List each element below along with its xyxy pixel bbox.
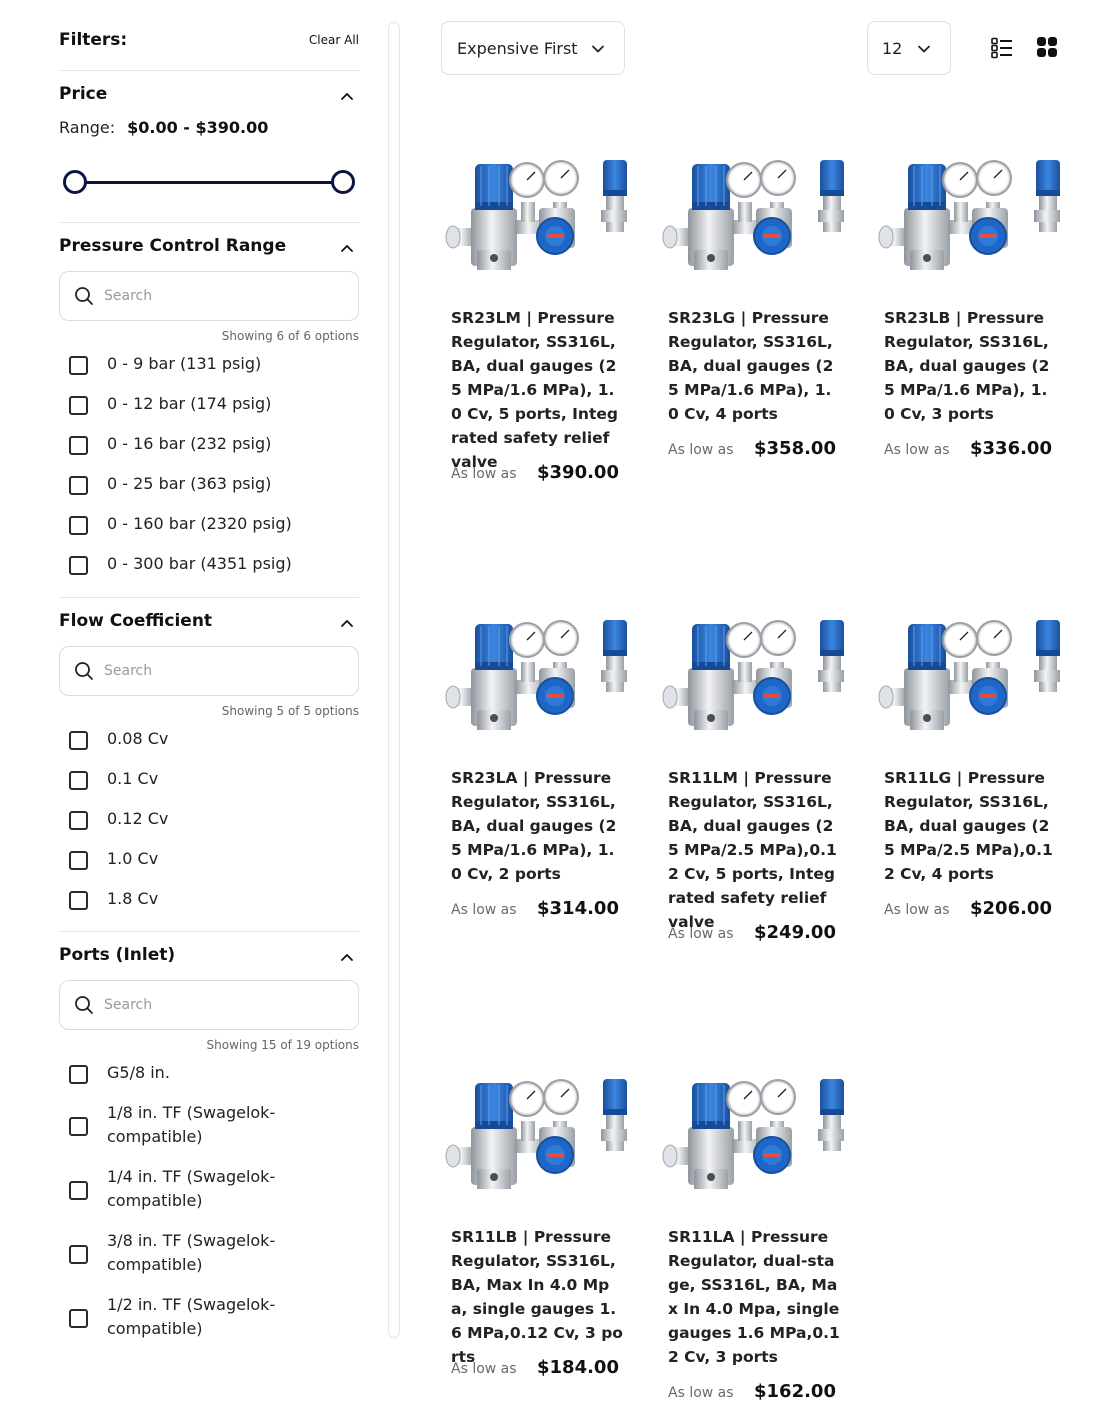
option-label (107, 1165, 275, 1213)
product-name[interactable]: SR23LM | Pressure Regulator, SS316L, BA, dual gauges (25 MPa/1.6 MPa), 1.0 Cv, 5 ports, Integrated safety relief valve (451, 309, 618, 471)
checkbox[interactable] (69, 811, 88, 830)
per-page-value: 12 (882, 39, 903, 58)
option-label (107, 1293, 275, 1341)
option-label: 0 - 160 bar (2320 psig) (107, 514, 292, 533)
checkbox[interactable] (69, 556, 88, 575)
product-name[interactable]: SR23LB | Pressure Regulator, SS316L, BA, dual gauges (25 MPa/1.6 MPa), 1.0 Cv, 3 ports (884, 309, 1050, 423)
as-low-as-label: As low as (668, 926, 734, 942)
clear-all-button[interactable]: Clear All (308, 33, 359, 47)
checkbox[interactable] (69, 1117, 88, 1136)
product-name[interactable]: SR11LG | Pressure Regulator, SS316L, BA, dual gauges (25 MPa/2.5 MPa),0.12 Cv, 4 ports (884, 769, 1053, 883)
sort-select[interactable] (441, 21, 625, 75)
option-label: 0.1 Cv (107, 769, 159, 788)
price-range-slider[interactable] (63, 170, 355, 194)
flow-collapse-chevron-up-icon[interactable] (339, 615, 355, 631)
option-label: 0 - 25 bar (363 psig) (107, 474, 272, 493)
price-range-readout (59, 118, 268, 137)
as-low-as-label: As low as (451, 1361, 517, 1377)
option-label-line: 1/4 in. TF (Swagelok- (107, 1167, 276, 1186)
price-collapse-chevron-up-icon[interactable] (339, 88, 355, 104)
option-label: 0.12 Cv (107, 809, 169, 828)
pressure-section-title: Pressure Control Range (59, 236, 287, 256)
checkbox[interactable] (69, 1245, 88, 1264)
option-label-line: compatible) (107, 1127, 203, 1146)
product-image[interactable] (441, 1069, 637, 1189)
product-image[interactable] (441, 610, 637, 730)
product-price: $184.00 (537, 1357, 619, 1378)
checkbox[interactable] (69, 476, 88, 495)
chevron-down-icon (916, 41, 932, 57)
product-image[interactable] (441, 150, 637, 270)
product-name[interactable]: SR23LG | Pressure Regulator, SS316L, BA, dual gauges (25 MPa/1.6 MPa), 1.0 Cv, 4 ports (668, 309, 834, 423)
slider-track[interactable] (75, 181, 343, 184)
range-label: Range: (59, 118, 116, 137)
option-label: 1.8 Cv (107, 889, 159, 908)
search-icon (74, 661, 94, 681)
pressure-collapse-chevron-up-icon[interactable] (339, 240, 355, 256)
option-label-line: 3/8 in. TF (Swagelok- (107, 1231, 276, 1250)
option-label: G5/8 in. (107, 1063, 170, 1082)
product-price: $206.00 (970, 898, 1052, 919)
option-label: 0 - 12 bar (174 psig) (107, 394, 272, 413)
checkbox[interactable] (69, 356, 88, 375)
ports-collapse-chevron-up-icon[interactable] (339, 949, 355, 965)
per-page-select[interactable] (867, 21, 951, 75)
option-label: 0 - 9 bar (131 psig) (107, 354, 262, 373)
as-low-as-label: As low as (451, 902, 517, 918)
divider (59, 597, 359, 598)
product-price: $358.00 (754, 438, 836, 459)
slider-max-handle[interactable] (331, 170, 355, 194)
ports-search-box (59, 980, 359, 1030)
option-label: 0.08 Cv (107, 729, 169, 748)
product-name[interactable]: SR23LA | Pressure Regulator, SS316L, BA, dual gauges (25 MPa/1.6 MPa), 1.0 Cv, 2 ports (451, 769, 617, 883)
product-image[interactable] (874, 610, 1070, 730)
product-price: $162.00 (754, 1381, 836, 1402)
ports-section-title: Ports (Inlet) (59, 945, 176, 965)
as-low-as-label: As low as (451, 466, 517, 482)
grid-view-icon[interactable] (1036, 36, 1058, 58)
ports-showing-count: Showing 15 of 19 options (206, 1038, 359, 1052)
price-row (451, 898, 641, 922)
price-row (884, 438, 1074, 462)
as-low-as-label: As low as (884, 902, 950, 918)
product-price: $390.00 (537, 462, 619, 483)
as-low-as-label: As low as (884, 442, 950, 458)
search-icon (74, 995, 94, 1015)
checkbox[interactable] (69, 1309, 88, 1328)
checkbox[interactable] (69, 731, 88, 750)
divider (59, 222, 359, 223)
option-label-line: 1/2 in. TF (Swagelok- (107, 1295, 276, 1314)
price-section-title: Price (59, 84, 108, 104)
flow-section-title: Flow Coefficient (59, 611, 213, 631)
option-label (107, 1229, 275, 1277)
product-name[interactable]: SR11LM | Pressure Regulator, SS316L, BA, dual gauges (25 MPa/2.5 MPa),0.12 Cv, 5 ports, Integrated safety relief valve (668, 769, 837, 931)
range-value: $0.00 - $390.00 (127, 118, 269, 137)
flow-showing-count: Showing 5 of 5 options (221, 704, 359, 718)
product-name[interactable]: SR11LB | Pressure Regulator, SS316L, BA, Max In 4.0 Mpa, single gauges 1.6 MPa,0.12 Cv, 3 ports (451, 1228, 623, 1366)
pressure-showing-count: Showing 6 of 6 options (221, 329, 359, 343)
flow-search-input[interactable] (104, 657, 344, 685)
product-name[interactable]: SR11LA | Pressure Regulator, dual-stage, SS316L, BA, Max In 4.0 Mpa, single gauges 1.6 MPa,0.12 Cv, 3 ports (668, 1228, 840, 1366)
product-image[interactable] (874, 150, 1070, 270)
option-label-line: compatible) (107, 1191, 203, 1210)
price-row (451, 1357, 641, 1381)
checkbox[interactable] (69, 851, 88, 870)
pressure-search-input[interactable] (104, 282, 344, 310)
checkbox[interactable] (69, 771, 88, 790)
product-image[interactable] (658, 610, 854, 730)
chevron-down-icon (590, 41, 606, 57)
ports-search-input[interactable] (104, 991, 344, 1019)
checkbox[interactable] (69, 516, 88, 535)
as-low-as-label: As low as (668, 1385, 734, 1401)
checkbox[interactable] (69, 1181, 88, 1200)
option-label-line: compatible) (107, 1255, 203, 1274)
option-label: 0 - 16 bar (232 psig) (107, 434, 272, 453)
checkbox[interactable] (69, 396, 88, 415)
divider (59, 70, 359, 71)
pressure-search-box (59, 271, 359, 321)
filters-title: Filters: (59, 30, 128, 50)
sidebar-scrollbar[interactable] (388, 22, 400, 1338)
slider-min-handle[interactable] (63, 170, 87, 194)
checkbox[interactable] (69, 891, 88, 910)
filters-header (59, 30, 359, 52)
checkbox[interactable] (69, 436, 88, 455)
price-row (884, 898, 1074, 922)
price-row (451, 462, 641, 486)
divider (59, 931, 359, 932)
product-image[interactable] (658, 1069, 854, 1189)
price-row (668, 922, 858, 946)
as-low-as-label: As low as (668, 442, 734, 458)
list-view-icon[interactable] (990, 36, 1014, 60)
price-row (668, 1381, 858, 1405)
price-row (668, 438, 858, 462)
product-price: $336.00 (970, 438, 1052, 459)
option-label (107, 1101, 275, 1149)
option-label: 1.0 Cv (107, 849, 159, 868)
flow-search-box (59, 646, 359, 696)
sort-value: Expensive First (457, 39, 578, 58)
product-price: $249.00 (754, 922, 836, 943)
option-label-line: compatible) (107, 1319, 203, 1338)
option-label: 0 - 300 bar (4351 psig) (107, 554, 292, 573)
option-label-line: 1/8 in. TF (Swagelok- (107, 1103, 276, 1122)
search-icon (74, 286, 94, 306)
product-price: $314.00 (537, 898, 619, 919)
checkbox[interactable] (69, 1065, 88, 1084)
product-image[interactable] (658, 150, 854, 270)
